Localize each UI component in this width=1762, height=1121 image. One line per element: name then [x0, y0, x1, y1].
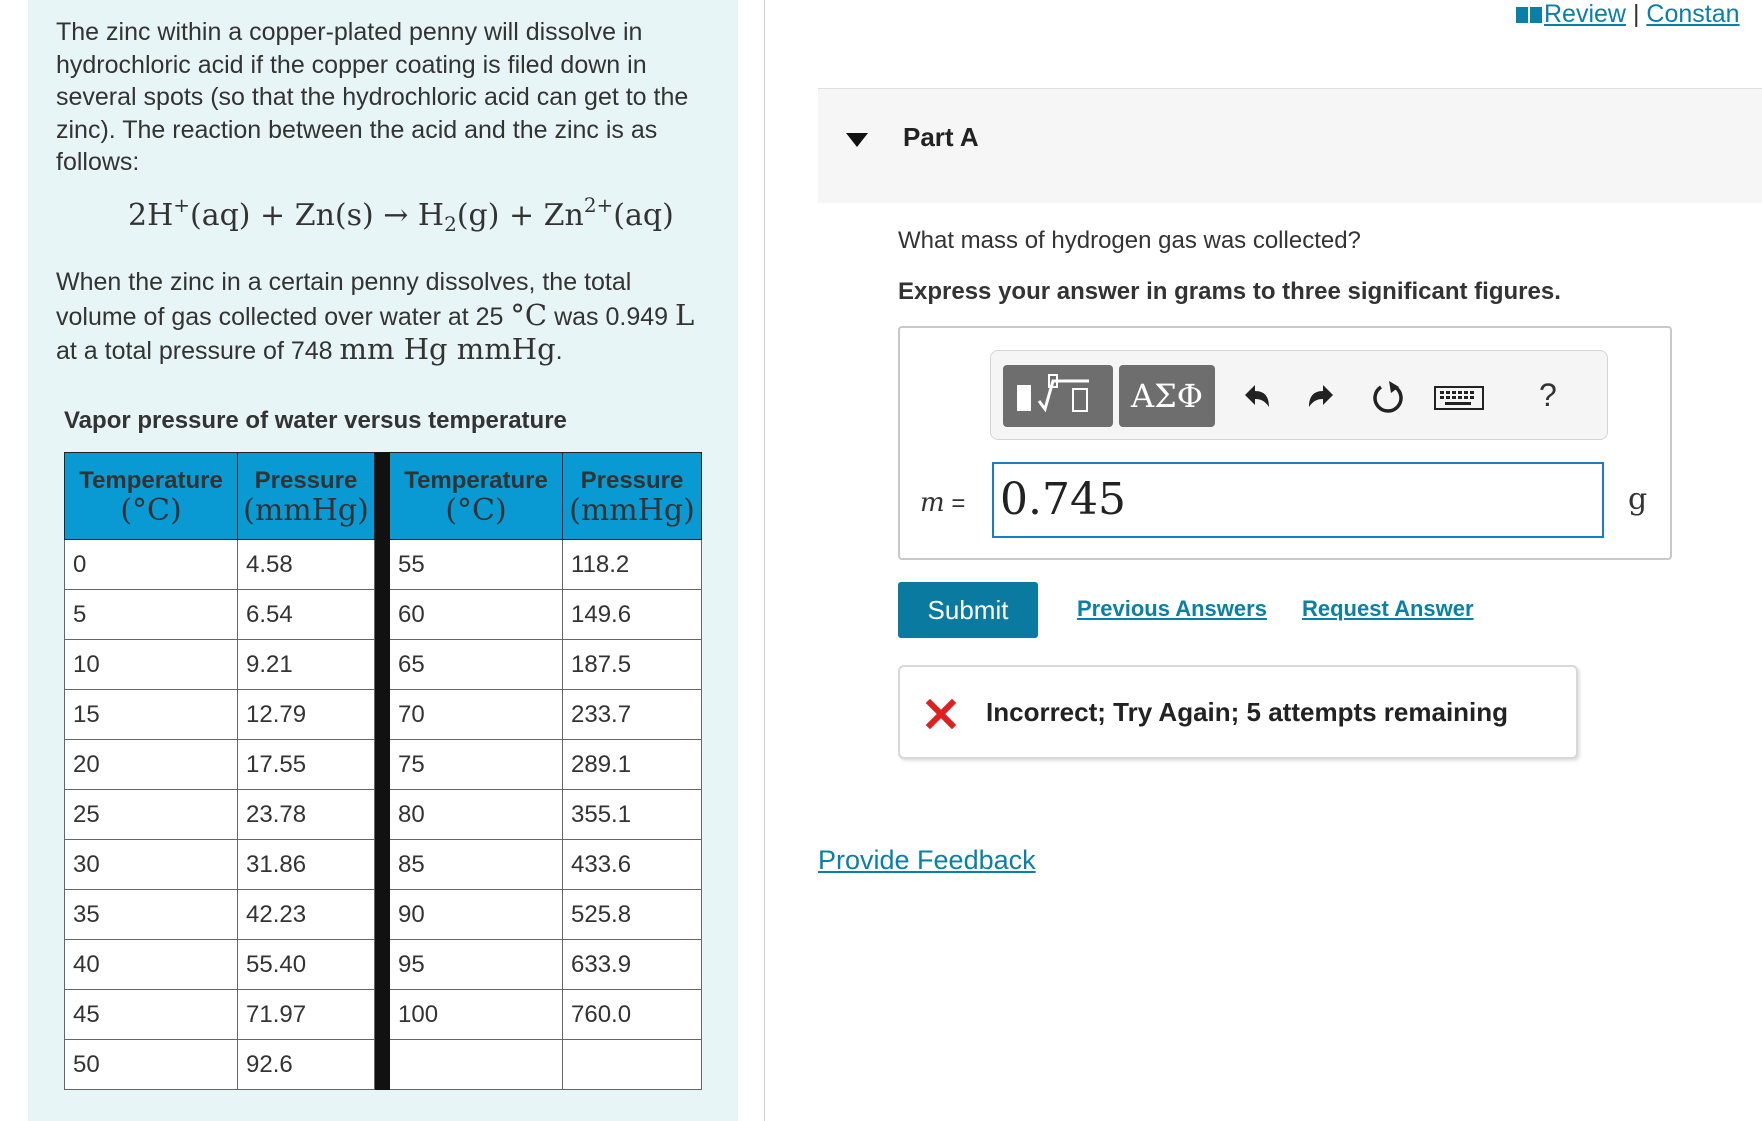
panel-divider: [764, 0, 765, 1121]
cond-end: .: [555, 337, 563, 365]
cell-temperature-2: 95: [390, 940, 563, 990]
eq-h-charge: +: [173, 193, 191, 217]
table-row: [65, 640, 702, 690]
cell-temperature-1: 10: [65, 640, 238, 690]
submit-button[interactable]: Submit: [898, 582, 1038, 638]
cell-pressure-2: 187.5: [563, 640, 702, 690]
redo-icon[interactable]: [1303, 379, 1343, 415]
previous-answers-link[interactable]: Previous Answers: [1077, 596, 1267, 621]
cell-temperature-2: 80: [390, 790, 563, 840]
table-row: [65, 590, 702, 640]
request-answer-link[interactable]: Request Answer: [1302, 596, 1474, 621]
cell-pressure-1: 92.6: [238, 1040, 375, 1090]
cell-temperature-2: 100: [390, 990, 563, 1040]
cell-pressure-1: 17.55: [238, 740, 375, 790]
cell-temperature-2: 55: [390, 540, 563, 590]
cell-temperature-1: 40: [65, 940, 238, 990]
eq-g-part: (g) + Zn: [456, 198, 584, 233]
answer-box: [898, 326, 1672, 560]
eq-coef: 2H: [128, 198, 174, 233]
top-links: [1516, 0, 1740, 29]
cond-mmhg: mm Hg mmHg: [339, 332, 556, 366]
cell-temperature-1: 35: [65, 890, 238, 940]
cell-temperature-2: 75: [390, 740, 563, 790]
table-separator: [375, 790, 390, 840]
table-header-row: [65, 453, 702, 540]
part-header[interactable]: [818, 88, 1762, 203]
review-link[interactable]: Review: [1544, 0, 1626, 28]
header-temperature-1: Temperature (°C): [65, 453, 238, 540]
cell-pressure-2: 118.2: [563, 540, 702, 590]
provide-feedback-link[interactable]: Provide Feedback: [818, 845, 1036, 875]
eq-aq2: (aq): [613, 198, 674, 233]
cell-temperature-2: 90: [390, 890, 563, 940]
link-separator: |: [1632, 0, 1640, 28]
question-text: What mass of hydrogen gas was collected?: [898, 227, 1361, 254]
table-row: [65, 690, 702, 740]
cell-pressure-1: 6.54: [238, 590, 375, 640]
cell-temperature-2: 70: [390, 690, 563, 740]
table-separator: [375, 453, 390, 540]
cell-temperature-2: 65: [390, 640, 563, 690]
table-separator: [375, 540, 390, 590]
collapse-caret-icon[interactable]: [846, 133, 868, 147]
incorrect-x-icon: [926, 699, 956, 729]
reset-icon[interactable]: [1369, 379, 1409, 415]
table-separator: [375, 840, 390, 890]
cell-temperature-1: 50: [65, 1040, 238, 1090]
keyboard-icon[interactable]: [1433, 379, 1485, 415]
cell-temperature-1: 15: [65, 690, 238, 740]
cell-pressure-2: [563, 1040, 702, 1090]
answer-variable-label: m =: [920, 488, 966, 518]
table-row: [65, 740, 702, 790]
book-icon: [1516, 6, 1542, 24]
chemical-equation: [128, 193, 674, 236]
cond-text-c: at a total pressure of 748: [56, 337, 340, 365]
templates-button[interactable]: [1003, 365, 1113, 427]
cell-pressure-2: 355.1: [563, 790, 702, 840]
cell-pressure-1: 55.40: [238, 940, 375, 990]
table-row: [65, 990, 702, 1040]
cell-pressure-2: 525.8: [563, 890, 702, 940]
cell-temperature-1: 45: [65, 990, 238, 1040]
cell-temperature-2: 60: [390, 590, 563, 640]
eq-zn-charge: 2+: [583, 193, 614, 217]
answer-instruction: Express your answer in grams to three significant figures.: [898, 278, 1561, 305]
cond-text-b: was 0.949: [547, 302, 675, 331]
table-row: [65, 940, 702, 990]
cell-pressure-1: 12.79: [238, 690, 375, 740]
problem-intro: The zinc within a copper-plated penny will dissolve in hydrochloric acid if the copper coating is filed down in several spots (so that the hydrochloric acid can get to the zinc). The reaction between the acid and the zinc is as follows:: [56, 18, 689, 176]
feedback-text: Incorrect; Try Again; 5 attempts remaining: [986, 697, 1509, 727]
cell-pressure-2: 760.0: [563, 990, 702, 1040]
eq-aq1: (aq) + Zn(s) → H: [190, 198, 445, 233]
answer-unit: g: [1628, 482, 1648, 517]
table-row: [65, 890, 702, 940]
cond-degc: °C: [510, 297, 548, 332]
table-separator: [375, 890, 390, 940]
eq-h2-sub: 2: [444, 212, 457, 236]
cell-temperature-2: [390, 1040, 563, 1090]
cell-temperature-1: 20: [65, 740, 238, 790]
problem-conditions: [56, 266, 716, 368]
symbols-button[interactable]: ΑΣΦ: [1119, 365, 1215, 427]
undo-icon[interactable]: [1235, 379, 1275, 415]
table-row: [65, 790, 702, 840]
answer-input[interactable]: 0.745: [992, 462, 1604, 538]
table-separator: [375, 640, 390, 690]
table-separator: [375, 990, 390, 1040]
cell-pressure-2: 633.9: [563, 940, 702, 990]
table-separator: [375, 740, 390, 790]
part-title: Part A: [903, 122, 979, 152]
table-row: [65, 540, 702, 590]
templates-icon: [1003, 365, 1113, 427]
header-temperature-2: Temperature (°C): [390, 453, 563, 540]
cell-pressure-2: 233.7: [563, 690, 702, 740]
math-toolbar: [990, 350, 1608, 440]
cell-temperature-1: 0: [65, 540, 238, 590]
header-pressure-2: Pressure (mmHg): [563, 453, 702, 540]
table-separator: [375, 940, 390, 990]
cell-pressure-2: 433.6: [563, 840, 702, 890]
cell-temperature-1: 25: [65, 790, 238, 840]
cell-pressure-2: 149.6: [563, 590, 702, 640]
cell-pressure-1: 9.21: [238, 640, 375, 690]
cell-pressure-1: 23.78: [238, 790, 375, 840]
table-separator: [375, 1040, 390, 1090]
table-separator: [375, 590, 390, 640]
cell-pressure-1: 42.23: [238, 890, 375, 940]
constants-link[interactable]: Constan: [1646, 0, 1740, 28]
table-title: Vapor pressure of water versus temperature: [64, 407, 567, 434]
table-separator: [375, 690, 390, 740]
header-pressure-1: Pressure (mmHg): [238, 453, 375, 540]
cell-temperature-1: 30: [65, 840, 238, 890]
cell-pressure-1: 4.58: [238, 540, 375, 590]
cond-liter: L: [674, 297, 695, 332]
cell-temperature-2: 85: [390, 840, 563, 890]
table-row: [65, 1040, 702, 1090]
cond-text-a: When the zinc in a certain penny dissolves, the total volume of gas collected over water at 25: [56, 268, 632, 331]
cell-temperature-1: 5: [65, 590, 238, 640]
vapor-pressure-table: [64, 452, 702, 1090]
cell-pressure-2: 289.1: [563, 740, 702, 790]
table-row: [65, 840, 702, 890]
feedback-message: [898, 665, 1578, 759]
cell-pressure-1: 71.97: [238, 990, 375, 1040]
problem-panel: [28, 0, 738, 1121]
cell-pressure-1: 31.86: [238, 840, 375, 890]
help-button[interactable]: ?: [1539, 377, 1557, 413]
